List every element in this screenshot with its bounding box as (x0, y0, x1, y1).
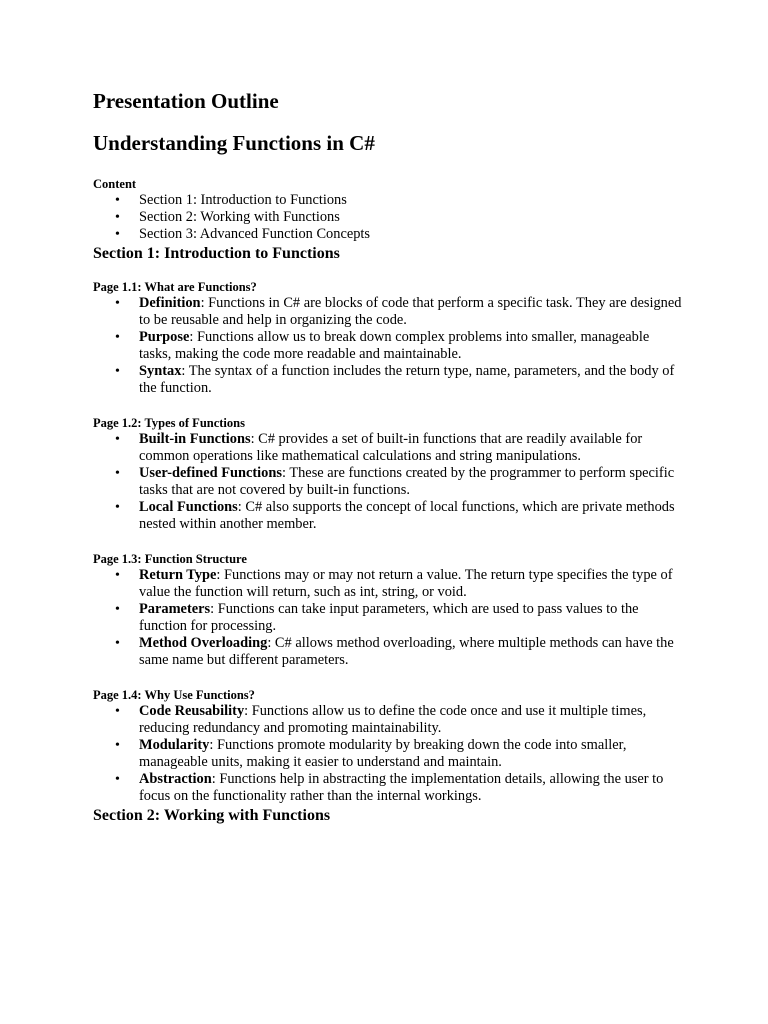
bullet-icon: • (115, 364, 120, 379)
list-item-text: : Functions allow us to define the code once and use it multiple times, reducing redundancy and promoting maintainability. (139, 703, 647, 736)
list-item (93, 737, 683, 771)
list-item (93, 295, 683, 329)
bullet-icon: • (115, 772, 120, 787)
document-title: Presentation Outline (93, 89, 279, 113)
toc-item-text: Section 1: Introduction to Functions (139, 192, 347, 208)
list-item (93, 601, 683, 635)
document-body (93, 86, 683, 827)
bullet-icon: • (115, 500, 120, 515)
bullet-icon: • (115, 432, 120, 447)
list-item-text: : The syntax of a function includes the return type, name, parameters, and the body of the function. (139, 363, 675, 396)
list-item-term: Definition (139, 295, 201, 311)
bullet-icon: • (115, 210, 120, 225)
list-item-term: Syntax (139, 363, 182, 379)
toc-item-text: Section 3: Advanced Function Concepts (139, 226, 371, 242)
list-item (93, 703, 683, 737)
page-1-1-heading: Page 1.1: What are Functions? (93, 280, 257, 294)
bullet-icon: • (115, 568, 120, 583)
list-item (93, 567, 683, 601)
bullet-icon: • (115, 227, 120, 242)
list-item-text: : Functions promote modularity by breaking down the code into smaller, manageable units, making it easier to understand and maintain. (139, 737, 627, 770)
list-item-text: : Functions allow us to break down complex problems into smaller, manageable tasks, making the code more readable and maintainable. (139, 329, 650, 362)
list-item-term: Code Reusability (139, 703, 245, 719)
list-item-text: : C# provides a set of built-in functions that are readily available for common operations like mathematical calculations and string manipulations. (139, 431, 643, 464)
page-1-3-heading: Page 1.3: Function Structure (93, 552, 247, 566)
list-item-text: : Functions can take input parameters, which are used to pass values to the function for processing. (139, 601, 639, 634)
list-item-text: : C# also supports the concept of local functions, which are private methods nested within another member. (139, 499, 675, 532)
list-item (93, 499, 683, 533)
list-item (93, 635, 683, 669)
content-label: Content (93, 177, 137, 191)
toc-item (93, 192, 683, 209)
list-item-term: Parameters (139, 601, 211, 617)
bullet-icon: • (115, 330, 120, 345)
list-item (93, 329, 683, 363)
page-1-2-list (93, 431, 683, 533)
table-of-contents (93, 192, 683, 243)
list-item-text: : C# allows method overloading, where multiple methods can have the same name but different parameters. (139, 635, 674, 668)
list-item-text: : Functions may or may not return a value. The return type specifies the type of value the function will return, such as int, string, or void. (139, 567, 673, 600)
page-1-3-list (93, 567, 683, 669)
list-item (93, 771, 683, 805)
bullet-icon: • (115, 193, 120, 208)
list-item-term: Method Overloading (139, 635, 268, 651)
list-item (93, 363, 683, 397)
list-item-term: Modularity (139, 737, 210, 753)
page-1-2-heading: Page 1.2: Types of Functions (93, 416, 245, 430)
toc-item (93, 226, 683, 243)
list-item-term: Local Functions (139, 499, 238, 515)
list-item-term: Abstraction (139, 771, 212, 787)
list-item-term: Built-in Functions (139, 431, 251, 447)
list-item-term: Return Type (139, 567, 217, 583)
list-item-text: : These are functions created by the programmer to perform specific tasks that are not covered by built-in functions. (139, 465, 675, 498)
bullet-icon: • (115, 738, 120, 753)
page-1-4-heading: Page 1.4: Why Use Functions? (93, 688, 255, 702)
list-item-term: User-defined Functions (139, 465, 282, 481)
list-item-text: : Functions help in abstracting the implementation details, allowing the user to focus on the functionality rather than the internal workings. (139, 771, 664, 804)
section-2-heading: Section 2: Working with Functions (93, 807, 331, 824)
list-item-term: Purpose (139, 329, 190, 345)
list-item-text: : Functions in C# are blocks of code that perform a specific task. They are designed to be reusable and help in organizing the code. (139, 295, 682, 328)
bullet-icon: • (115, 466, 120, 481)
document-subtitle: Understanding Functions in C# (93, 131, 375, 155)
section-1-heading: Section 1: Introduction to Functions (93, 245, 340, 262)
bullet-icon: • (115, 602, 120, 617)
bullet-icon: • (115, 704, 120, 719)
page-1-1-list (93, 295, 683, 397)
toc-item (93, 209, 683, 226)
bullet-icon: • (115, 296, 120, 311)
bullet-icon: • (115, 636, 120, 651)
page-1-4-list (93, 703, 683, 805)
toc-item-text: Section 2: Working with Functions (139, 209, 340, 225)
list-item (93, 431, 683, 465)
list-item (93, 465, 683, 499)
